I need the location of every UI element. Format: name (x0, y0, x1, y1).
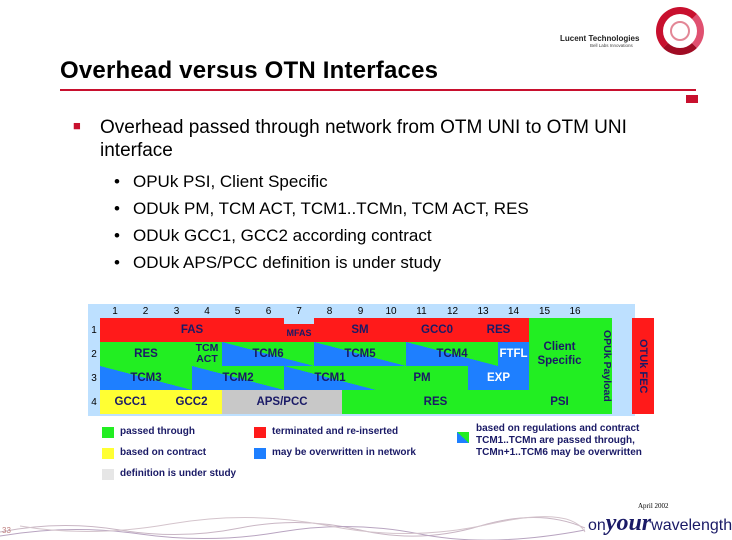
row-header: 4 (91, 396, 97, 408)
title-rule-end-marker (686, 95, 698, 103)
cell-gcc2: GCC2 (161, 390, 222, 414)
title-underline (60, 89, 696, 91)
sub-bullet (114, 195, 529, 222)
cell-res-row2: RES (100, 342, 192, 366)
tagline-mid: your (605, 510, 652, 536)
cell-gcc0: GCC0 (406, 318, 468, 342)
cell-res-row1: RES (468, 318, 529, 342)
col-header: 9 (357, 305, 364, 317)
cell-aps-pcc: APS/PCC (222, 390, 342, 414)
cell-exp: EXP (468, 366, 529, 390)
col-header: 2 (142, 305, 149, 317)
col-header: 13 (477, 305, 489, 317)
row-header: 2 (91, 348, 97, 360)
col-header: 14 (507, 305, 520, 317)
col-header: 16 (569, 305, 581, 317)
cell-tcm3: TCM3 (100, 366, 192, 390)
cell-sm: SM (314, 318, 406, 342)
cell-tcm6: TCM6 (222, 342, 314, 366)
legend-text: definition is under study (120, 468, 237, 479)
cell-tcm5: TCM5 (314, 342, 406, 366)
sub-bullet (114, 222, 529, 249)
lucent-logo (560, 34, 639, 48)
footer-date: April 2002 (638, 502, 669, 510)
cell-pm: PM (376, 366, 468, 390)
brand-tagline (588, 510, 732, 537)
cell-client-specific: Client Specific (529, 318, 590, 390)
legend-swatch-yellow (102, 448, 114, 459)
dot-bullet-icon: • (114, 226, 120, 245)
cell-tcm1: TCM1 (284, 366, 376, 390)
cell-ftfl: FTFL (498, 342, 529, 366)
cell-psi: PSI (529, 390, 590, 414)
dot-bullet-icon: • (114, 172, 120, 191)
legend-text: may be overwritten in network (272, 447, 416, 458)
cell-opuk-payload (590, 318, 612, 414)
opuk-payload-label: OPUk Payload (601, 330, 613, 402)
tagline-pre: on (588, 517, 606, 534)
col-header: 7 (296, 305, 302, 317)
page-number: 33 (2, 526, 11, 535)
cell-mfas: MFAS (284, 324, 314, 342)
legend-swatch-split (457, 432, 469, 443)
cell-fas: FAS (100, 318, 284, 342)
cell-gcc1: GCC1 (100, 390, 161, 414)
slide-title: Overhead versus OTN Interfaces (60, 57, 439, 84)
col-header: 5 (234, 305, 241, 317)
row-header: 1 (91, 324, 97, 336)
sub-bullet-text: OPUk PSI, Client Specific (133, 172, 328, 191)
otuk-fec-label: OTUk FEC (637, 338, 649, 394)
legend-swatch-grey (102, 469, 114, 480)
dot-bullet-icon: • (114, 199, 120, 218)
legend-swatch-green (102, 427, 114, 438)
row-header: 3 (91, 372, 97, 384)
sub-bullet (114, 249, 529, 276)
cell-tcm4: TCM4 (406, 342, 498, 366)
dot-bullet-icon: • (114, 253, 120, 272)
legend-swatch-red (254, 427, 266, 438)
col-header: 11 (416, 305, 427, 317)
col-header: 10 (385, 305, 397, 317)
logo-company: Lucent Technologies (560, 34, 640, 43)
sub-bullet-text: ODUk GCC1, GCC2 according contract (133, 226, 432, 245)
legend-text: passed through (120, 426, 196, 437)
legend-text: terminated and re-inserted (272, 426, 399, 437)
legend-text: based on regulations and contract TCM1..TCMn are passed through, TCMn+1..TCM6 may be overwritten (476, 423, 642, 458)
square-bullet-icon: ■ (73, 118, 81, 133)
legend-text: based on contract (120, 447, 207, 458)
legend-swatch-blue (254, 448, 266, 459)
cell-otuk-fec (632, 318, 654, 414)
sub-bullet-list (114, 168, 529, 276)
tagline-post: wavelength (651, 517, 732, 534)
col-header: 6 (265, 305, 272, 317)
cell-res-row4: RES (342, 390, 529, 414)
sub-bullet-text: ODUk PM, TCM ACT, TCM1..TCMn, TCM ACT, RES (133, 199, 529, 218)
lucent-ring-inner (670, 21, 690, 41)
sub-bullet (114, 168, 529, 195)
col-header: 3 (173, 305, 180, 317)
col-header: 1 (112, 305, 118, 317)
cell-tcm2: TCM2 (192, 366, 284, 390)
main-bullet-text: Overhead passed through network from OTM UNI to OTM UNI interface (100, 117, 627, 161)
col-header: 12 (446, 305, 459, 317)
col-header: 4 (204, 305, 210, 317)
col-header: 8 (326, 305, 333, 317)
col-header: 15 (538, 305, 551, 317)
cell-tcm-act: TCM ACT (192, 342, 222, 366)
sub-bullet-text: ODUk APS/PCC definition is under study (133, 253, 442, 272)
logo-tagline: Bell Labs Innovations (590, 43, 633, 48)
